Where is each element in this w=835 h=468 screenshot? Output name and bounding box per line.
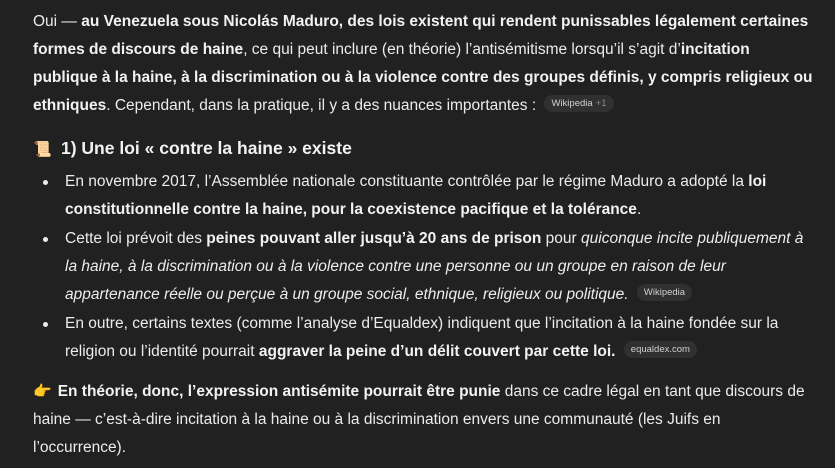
list-item-text: Cette loi prévoit des (65, 230, 207, 247)
section-heading-text: 1) Une loi « contre la haine » existe (61, 138, 352, 158)
intro-bold-2: incitation publique à la haine, à la discrimination ou à la violence contre des groupes définis, y compris religieux ou ethniques (33, 41, 813, 114)
list-item (65, 225, 815, 309)
list-item-text: En outre, certains textes (comme l’analyse d’Equaldex) indiquent que l’incitation à la haine fondée sur la religion ou l’identité pourrait (65, 315, 779, 360)
list-item-bold: loi constitutionnelle contre la haine, pour la coexistence pacifique et la tolérance (65, 173, 767, 218)
list-item-bold: aggraver la peine d’un délit couvert par cette loi. (258, 343, 616, 360)
pointing-hand-icon: 👉 (33, 383, 52, 400)
list-item (65, 168, 815, 224)
list-item-italic: quiconque incite publiquement à la haine, à la discrimination ou à la violence contre une personne ou un groupe en raison de leur appartenance réelle ou perçue à un groupe social, ethnique, religieux ou politique. (65, 230, 804, 303)
list-item-bold: peines pouvant aller jusqu’à 20 ans de prison (206, 230, 542, 247)
conclusion-paragraph (33, 378, 815, 462)
intro-text-2: , ce qui peut inclure (en théorie) l’antisémitisme lorsqu’il s’agit d’ (243, 41, 681, 58)
conclusion-text: dans ce cadre légal en tant que discours de haine — c’est-à-dire incitation à la haine ou à la discrimination envers une communauté (les Juifs en l’occurrence). (33, 383, 805, 456)
list-item (65, 310, 815, 366)
source-chip-wikipedia[interactable]: Wikipedia (637, 284, 692, 301)
source-chip-count: +1 (595, 98, 607, 110)
intro-text-1: Oui — (33, 13, 82, 30)
intro-paragraph (33, 8, 815, 120)
scroll-icon: 📜 (33, 141, 52, 158)
intro-bold-1: au Venezuela sous Nicolás Maduro, des lois existent qui rendent punissables légalement certaines formes de discours de haine (33, 13, 809, 58)
source-chip-label: Wikipedia (551, 98, 593, 110)
list-item-text: . (636, 201, 642, 218)
bullet-list (33, 168, 815, 366)
intro-text-3: . Cependant, dans la pratique, il y a des nuances importantes : (106, 97, 537, 114)
source-chip-equaldex[interactable]: equaldex.com (624, 341, 697, 358)
source-chip-wikipedia[interactable] (544, 95, 613, 112)
section-heading (33, 120, 815, 164)
conclusion-bold: En théorie, donc, l’expression antisémite pourrait être punie (57, 383, 501, 400)
list-item-text: pour (541, 230, 582, 247)
list-item-text: En novembre 2017, l’Assemblée nationale constituante contrôlée par le régime Maduro a adopté la (65, 173, 749, 190)
